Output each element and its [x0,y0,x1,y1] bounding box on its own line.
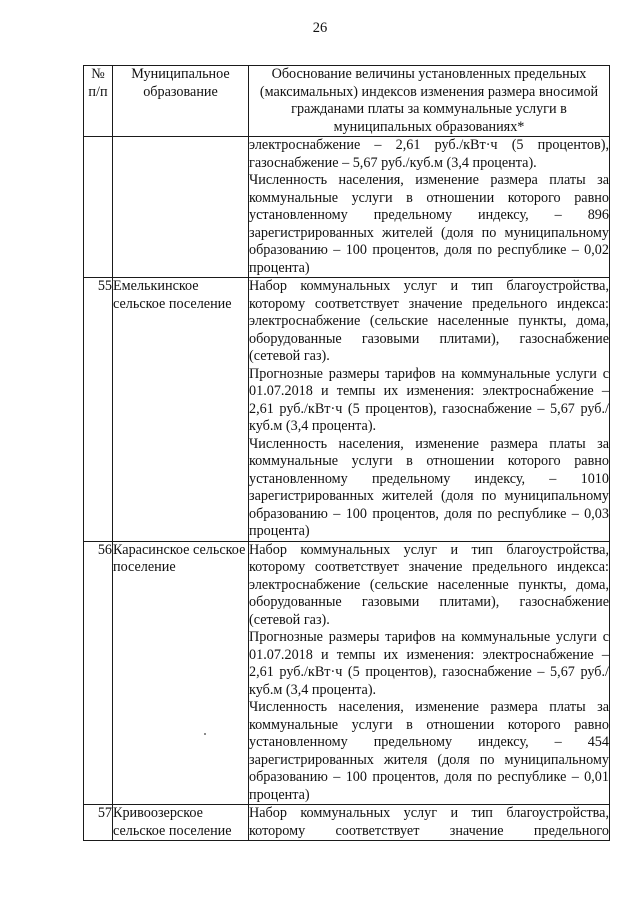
services-paragraph: Набор коммунальных услуг и тип благоустройства, которому соответствует значение предельного [249,805,609,839]
header-justification: Обоснование величины установленных предельных (максимальных) индексов изменения размера вносимой гражданами платы за коммунальные услуги в муниципальных образованиях* [249,66,610,137]
table-row [84,278,610,542]
justification-cell [249,278,610,542]
header-municipality: Муниципальное образование [113,66,249,137]
tariffs-paragraph: Прогнозные размеры тарифов на коммунальные услуги с 01.07.2018 и темпы их изменения: электроснабжение – 2,61 руб./кВт·ч (5 процентов), газоснабжение – 5,67 руб./куб.м (3,4 процента). [249,365,609,434]
tariff-index-table [83,65,610,841]
justification-cell [249,805,610,841]
continuation-paragraph: электроснабжение – 2,61 руб./кВт·ч (5 процентов), газоснабжение – 5,67 руб./куб.м (3,4 процента). [249,137,609,171]
scan-speck [204,733,206,735]
row-number: 56 [84,541,113,805]
table-row [84,805,610,841]
row-number: 57 [84,805,113,841]
continuation-municipality-cell [113,137,249,278]
population-paragraph: Численность населения, изменение размера платы за коммунальные услуги в отношении которого равно установленному предельному индексу, – 454 зарегистрированных жителя (доля по муниципальному образованию – 100 процентов, доля по республике – 0,01 процента) [249,699,609,803]
row-number: 55 [84,278,113,542]
population-paragraph: Численность населения, изменение размера платы за коммунальные услуги в отношении которого равно установленному предельному индексу, – 1010 зарегистрированных жителей (доля по муниципальному образованию – 100 процентов, доля по республике – 0,03 процента) [249,435,609,539]
services-paragraph: Набор коммунальных услуг и тип благоустройства, которому соответствует значение предельного индекса: электроснабжение (сельские населенные пункты, дома, оборудованные газовыми плитами), газоснабжение (сетевой газ). [249,541,609,628]
continuation-justification-cell [249,137,610,278]
justification-cell [249,541,610,805]
tariffs-paragraph: Прогнозные размеры тарифов на коммунальные услуги с 01.07.2018 и темпы их изменения: электроснабжение – 2,61 руб./кВт·ч (5 процентов), газоснабжение – 5,67 руб./куб.м (3,4 процента). [249,629,609,698]
page-number: 26 [312,20,328,36]
header-num: № п/п [84,66,113,137]
table-row [84,541,610,805]
continuation-num-cell [84,137,113,278]
table-header-row [84,66,610,137]
municipality-name: Кривоозерское сельское поселение [113,805,249,841]
municipality-name: Емелькинское сельское поселение [113,278,249,542]
table-row-continuation [84,137,610,278]
municipality-name: Карасинское сельское поселение [113,541,249,805]
services-paragraph: Набор коммунальных услуг и тип благоустройства, которому соответствует значение предельного индекса: электроснабжение (сельские населенные пункты, дома, оборудованные газовыми плитами), газоснабжение (сетевой газ). [249,278,609,364]
continuation-paragraph: Численность населения, изменение размера платы за коммунальные услуги в отношении которого равно установленному предельному индексу, – 896 зарегистрированных жителей (доля по муниципальному образованию – 100 процентов, доля по республике – 0,02 процента) [249,172,609,276]
